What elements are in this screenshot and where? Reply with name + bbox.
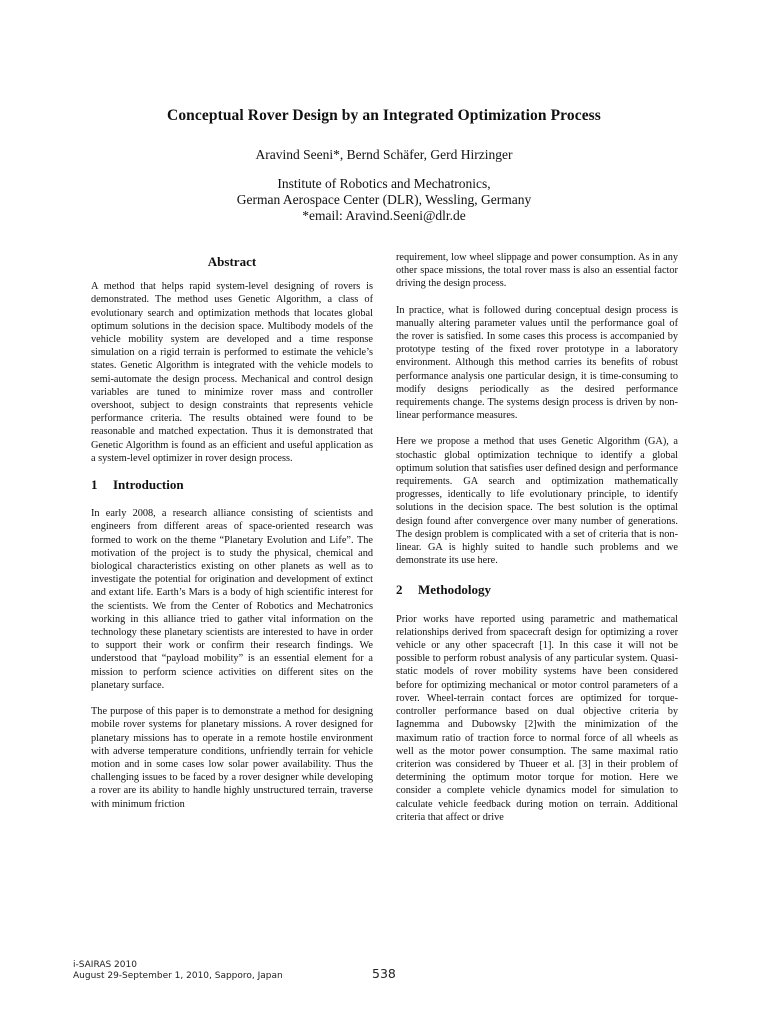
conference-dates-location: August 29-September 1, 2010, Sapporo, Japan — [73, 971, 283, 981]
author-list: Aravind Seeni*, Bernd Schäfer, Gerd Hirzinger — [255, 147, 513, 162]
methodology-paragraph: Prior works have reported using parametric and mathematical relationships derived from spacecraft design for optimizing a rover vehicle or any other spacecraft [1]. In this case it will not be possible to perform robust analysis of any particular system. Quasi-static models of rover mobility systems have been considered before for optimizing mechanical or motor control parameters of a rover. Wheel-terrain contact forces are optimized for torque-controller performance based on dual objective criteria by Iagnemma and Dubowsky [2]with the minimization of the maximum ratio of traction force to normal force of all wheels as well as the motor power consumption. The same maximal ratio criterion was considered by Thueer et al. [3] in their problem of determining the optimum motor torque for motion. Here we consider a complete vehicle dynamics model for simulation to calculate vehicle feedback during motion on terrain. Additional criteria that affect or drive — [396, 613, 678, 823]
affiliation-block — [0, 176, 768, 224]
section-heading-methodology — [396, 583, 678, 596]
conference-name: i-SAIRAS 2010 — [73, 960, 137, 970]
page-footer — [73, 960, 283, 982]
introduction-paragraph-2: The purpose of this paper is to demonstrate a method for designing mobile rover systems for planetary missions. A rover designed for planetary missions has to operate in a remote hostile environment with adverse temperature conditions, unfriendly terrain for vehicle motion and in some cases low solar power availability. Thus the challenging issues to be faced by a rover designer while developing a rover are its ability to handle highly unstructured terrain, traverse with minimum friction — [91, 706, 373, 810]
affiliation-email: *email: Aravind.Seeni@dlr.de — [302, 208, 466, 223]
introduction-paragraph-1: In early 2008, a research alliance consisting of scientists and engineers from different areas of space-oriented research was formed to work on the theme “Planetary Evolution and Life”. The motivation of the project is to study the physical, chemical and biological characteristics existing on other planets as well as to investigate the potential for origination and development of extinct and extant life. Earth’s Mars is a body of high scientific interest for the scientists. We from the Center of Robotics and Mechatronics working in this alliance tried to gather vital information on the technology these planetary scientists are interested to have in order to support their work or confirm their research findings. We understood that “payload mobility” is an essential element for a mission to perform science activities on different sites on the planetary surface. — [91, 508, 373, 691]
left-column — [91, 251, 373, 824]
body-paragraph-proposal: Here we propose a method that uses Genetic Algorithm (GA), a stochastic global optimization technique to identify a global optimum solution that satisfies user defined design and performance requirements. GA search and optimization mathematically progresses, identically to life evolutionary principle, to identify solutions in the decision space. The best solution is the optimal design found after convergence over many number of generations. The design problem is complicated with a set of criteria that is non-linear. GA is highly suited to handle such problems and we demonstrate its use here. — [396, 436, 678, 567]
body-paragraph-practice: In practice, what is followed during conceptual design process is manually altering parameter values until the performance goal of the rover is satisfied. In some cases this process is accompanied by prototype testing of the fixed rover prototype in a laboratory environment. Although this method carries its benefits of robust performance analysis one particular design, it is time-consuming to modify designs periodically as the desired performance requirements change. The systems design process is driven by non-linear performance measures. — [396, 304, 678, 422]
abstract-heading: Abstract — [207, 254, 257, 269]
abstract-paragraph: A method that helps rapid system-level designing of rovers is demonstrated. The method uses Genetic Algorithm, a class of evolutionary search and optimization methods that locates global optimum solutions in the decision space. Multibody models of the vehicle mobility system are developed and a time response simulation on a rigid terrain is performed to estimate the vehicle’s states. Genetic Algorithm is integrated with the vehicle models to semi-automate the design process. Mechanical and control design variables are tuned to minimize rover mass and controller overshoot, subject to design constraints that represents vehicle performance criteria. The results obtained were found to be reasonable and matched expectation. Thus it is demonstrated that Genetic Algorithm is found as an efficient and useful application as a system-level optimizer in rover design process. — [91, 281, 373, 464]
section-title: Methodology — [418, 582, 491, 598]
right-column — [396, 251, 678, 837]
section-title: Introduction — [113, 477, 184, 493]
section-number: 2 — [396, 582, 403, 598]
paper-title: Conceptual Rover Design by an Integrated Optimization Process — [167, 107, 601, 124]
section-heading-introduction — [91, 478, 373, 491]
affiliation-organization: German Aerospace Center (DLR), Wessling, Germany — [236, 192, 532, 207]
body-paragraph-continued: requirement, low wheel slippage and power consumption. As in any other space missions, the total rover mass is also an essential factor driving the design process. — [396, 252, 678, 290]
section-number: 1 — [91, 477, 98, 493]
page-number: 538 — [372, 966, 396, 981]
affiliation-institute: Institute of Robotics and Mechatronics, — [277, 176, 491, 191]
